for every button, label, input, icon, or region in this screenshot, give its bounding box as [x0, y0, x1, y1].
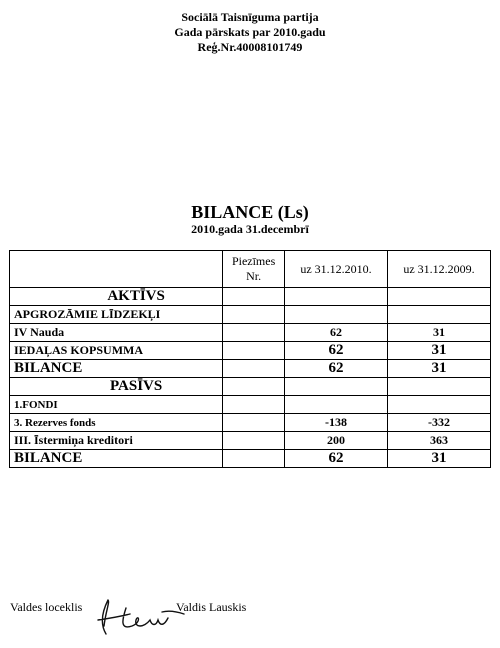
value-current: [285, 396, 388, 414]
value-previous: 31: [387, 360, 490, 378]
report-title: Gada pārskats par 2010.gadu: [174, 25, 326, 39]
table-row: [10, 450, 491, 468]
row-label: BILANCE: [10, 450, 223, 468]
balance-date: 2010.gada 31.decembrī: [191, 222, 309, 236]
table-row: [10, 288, 491, 306]
note-cell: [223, 414, 285, 432]
note-cell: [223, 432, 285, 450]
value-current: 62: [285, 342, 388, 360]
balance-table: [9, 250, 491, 468]
table-row: [10, 396, 491, 414]
table-header-row: [10, 251, 491, 288]
header-empty-cell: [10, 251, 223, 288]
value-previous: [387, 288, 490, 306]
table-row: [10, 432, 491, 450]
section-liabilities-label: PASĪVS: [109, 378, 163, 394]
value-previous: [387, 396, 490, 414]
note-cell: [223, 450, 285, 468]
value-current: 62: [285, 450, 388, 468]
header-note-line1: Piezīmes: [231, 254, 276, 268]
table-row: [10, 324, 491, 342]
value-current: 62: [285, 324, 388, 342]
value-previous: -332: [387, 414, 490, 432]
section-liabilities: [10, 378, 223, 396]
note-cell: [223, 378, 285, 396]
value-previous: 31: [387, 450, 490, 468]
note-cell: [223, 396, 285, 414]
value-previous: 31: [387, 324, 490, 342]
value-previous: 363: [387, 432, 490, 450]
row-label: III. Īstermiņa kreditori: [10, 432, 223, 450]
value-current: 200: [285, 432, 388, 450]
note-cell: [223, 324, 285, 342]
section-assets: [10, 288, 223, 306]
note-cell: [223, 288, 285, 306]
row-label: APGROZĀMIE LĪDZEKĻI: [10, 306, 223, 324]
signer-name: Valdis Lauskis: [176, 600, 247, 614]
value-previous: 31: [387, 342, 490, 360]
table-row: [10, 342, 491, 360]
row-label: BILANCE: [10, 360, 223, 378]
value-current: [285, 288, 388, 306]
note-cell: [223, 360, 285, 378]
header-note-line2: Nr.: [246, 269, 262, 283]
header-note: [223, 251, 285, 288]
header-current-year: uz 31.12.2010.: [285, 251, 388, 288]
registration-number: Reģ.Nr.40008101749: [197, 40, 303, 54]
organization-name: Sociālā Taisnīguma partija: [181, 10, 319, 24]
row-label: 1.FONDI: [10, 396, 223, 414]
signer-role: Valdes loceklis: [10, 600, 83, 614]
value-current: [285, 378, 388, 396]
note-cell: [223, 342, 285, 360]
value-previous: [387, 306, 490, 324]
table-row: [10, 414, 491, 432]
row-label: IEDAĻAS KOPSUMMA: [10, 342, 223, 360]
note-cell: [223, 306, 285, 324]
value-current: -138: [285, 414, 388, 432]
section-assets-label: AKTĪVS: [107, 288, 165, 304]
balance-title: BILANCE (Ls): [191, 202, 309, 222]
handwritten-signature: [92, 590, 192, 640]
header-previous-year: uz 31.12.2009.: [387, 251, 490, 288]
row-label: 3. Rezerves fonds: [10, 414, 223, 432]
table-row: [10, 306, 491, 324]
table-row: [10, 360, 491, 378]
value-current: 62: [285, 360, 388, 378]
table-row: [10, 378, 491, 396]
value-previous: [387, 378, 490, 396]
value-current: [285, 306, 388, 324]
row-label: IV Nauda: [10, 324, 223, 342]
